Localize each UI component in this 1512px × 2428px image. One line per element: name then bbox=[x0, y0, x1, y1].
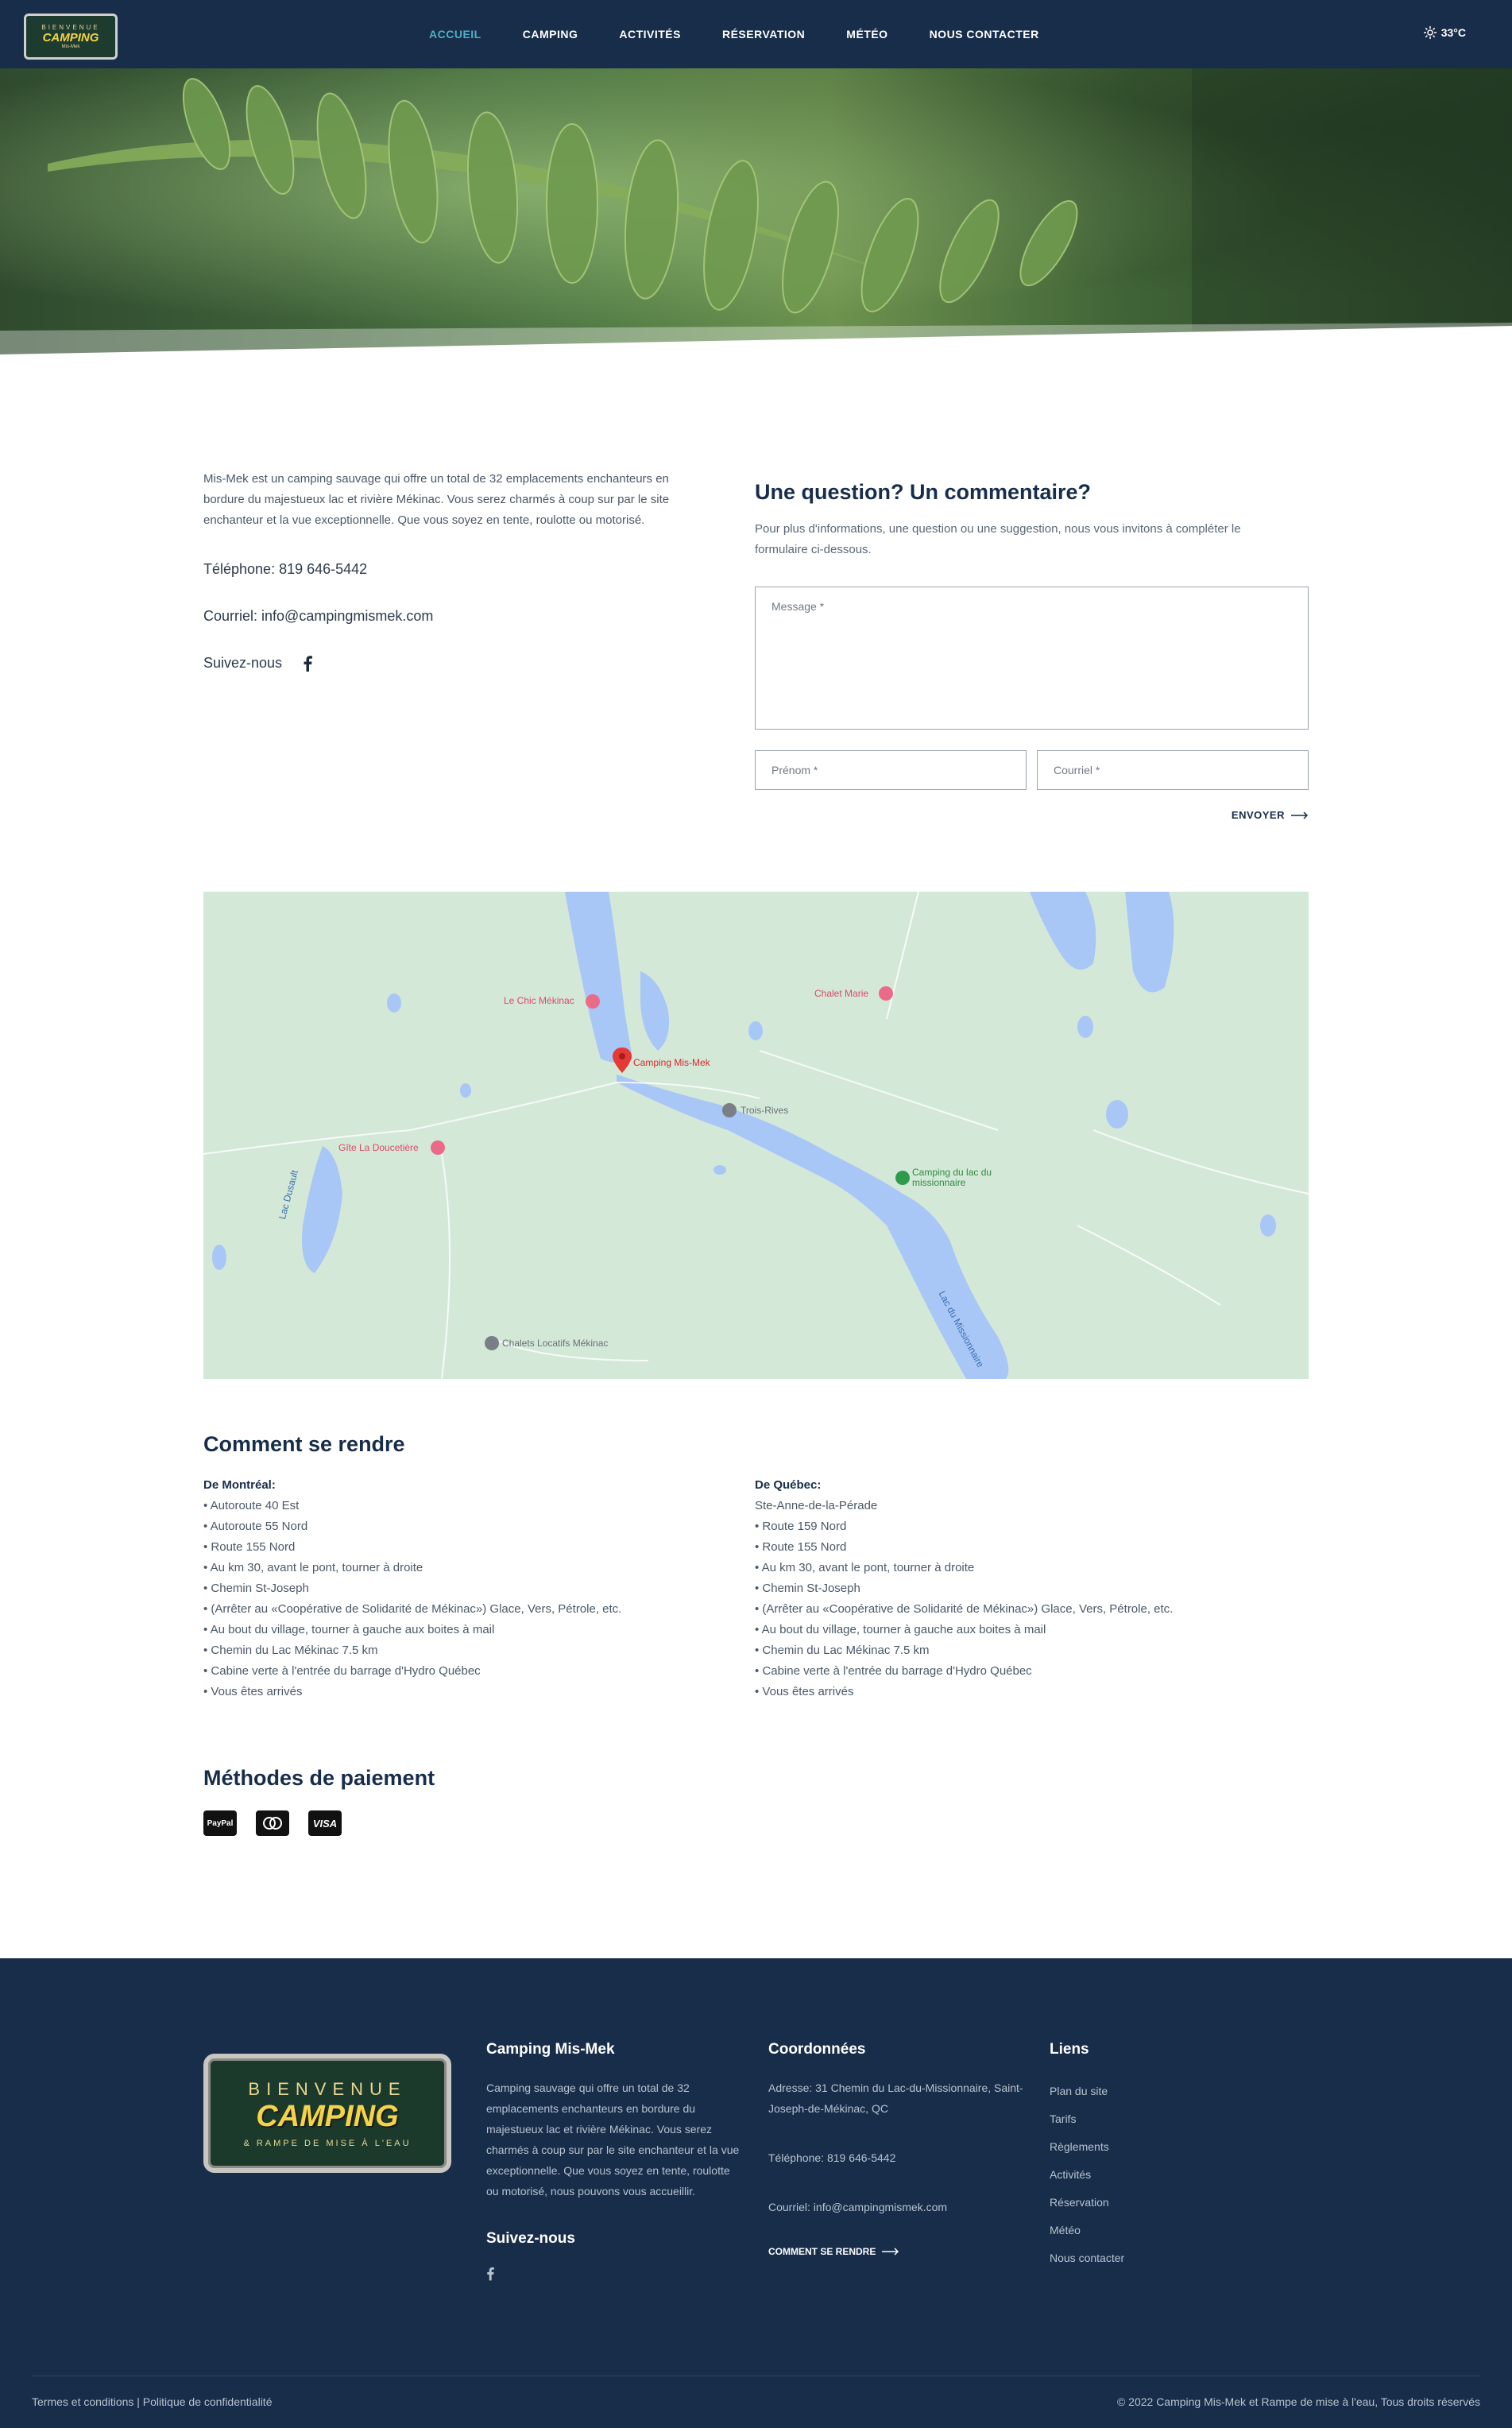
follow-us bbox=[203, 655, 699, 672]
footer-directions-link[interactable] bbox=[768, 2246, 1031, 2257]
directions-montreal bbox=[203, 1475, 699, 1702]
footer-link-reglements[interactable]: Règlements bbox=[1050, 2140, 1109, 2153]
send-label: ENVOYER bbox=[1231, 809, 1285, 821]
map-label-camping-missionnaire[interactable]: Camping du lac du missionnaire bbox=[912, 1167, 992, 1188]
list-item: • Au km 30, avant le pont, tourner à droite bbox=[203, 1561, 423, 1574]
about-section bbox=[203, 469, 699, 672]
payment-title: Méthodes de paiement bbox=[203, 1766, 435, 1790]
nav-meteo[interactable]: MÉTÉO bbox=[846, 28, 888, 41]
footer-phone[interactable]: Téléphone: 819 646-5442 bbox=[768, 2151, 896, 2164]
footer-contact-title: Coordonnées bbox=[768, 2041, 866, 2058]
logo-mismek-text: Mis-Mek bbox=[61, 45, 80, 49]
map-label-lac-missionnaire: Lac du Missionnaire bbox=[936, 1289, 987, 1369]
nav-activites[interactable]: ACTIVITÉS bbox=[619, 28, 681, 41]
map-label-camping-mismek[interactable]: Camping Mis-Mek bbox=[633, 1057, 710, 1068]
facebook-icon[interactable] bbox=[303, 656, 312, 672]
footer-link-plan[interactable]: Plan du site bbox=[1050, 2085, 1108, 2097]
quebec-heading: De Québec: bbox=[755, 1478, 822, 1492]
facebook-icon[interactable] bbox=[486, 2267, 494, 2281]
visa-icon: VISA bbox=[308, 1810, 342, 1836]
directions-title: Comment se rendre bbox=[203, 1432, 405, 1456]
list-item: • Chemin du Lac Mékinac 7.5 km bbox=[203, 1644, 378, 1657]
list-item: • Cabine verte à l'entrée du barrage d'Hydro Québec bbox=[755, 1664, 1032, 1678]
email-text[interactable]: Courriel: info@campingmismek.com bbox=[203, 608, 434, 624]
nav-contact[interactable]: NOUS CONTACTER bbox=[929, 28, 1039, 41]
follow-label: Suivez-nous bbox=[203, 655, 283, 671]
hero-banner bbox=[0, 68, 1512, 367]
site-footer bbox=[0, 1958, 1512, 2428]
list-item: • Au bout du village, tourner à gauche aux boites à mail bbox=[203, 1623, 495, 1636]
footer-directions-label: COMMENT SE RENDRE bbox=[768, 2246, 876, 2257]
footer-about bbox=[486, 2041, 741, 2285]
footer-logo-welcome: BIENVENUE bbox=[248, 2078, 407, 2099]
footer-logo-camping: CAMPING bbox=[256, 2099, 399, 2133]
mastercard-icon bbox=[256, 1810, 289, 1836]
form-subtitle: Pour plus d'informations, une question ou une suggestion, nous vous invitons à compléter le formulaire ci-dessous. bbox=[755, 522, 1241, 556]
nav-accueil[interactable]: ACCUEIL bbox=[429, 28, 481, 41]
list-item: • Vous êtes arrivés bbox=[755, 1685, 854, 1698]
sun-icon bbox=[1424, 26, 1437, 39]
list-item: • Route 159 Nord bbox=[755, 1520, 847, 1533]
site-logo[interactable] bbox=[24, 14, 118, 60]
footer-about-text: Camping sauvage qui offre un total de 32 emplacements enchanteurs en bordure du majestueux lac et rivière Mékinac. Vous serez charmés à coup sur par le site enchanteur et la vue exceptionnelle. Que vous soyez en tente, roulotte ou motorisé, nous pouvons vous accueillir. bbox=[486, 2081, 740, 2198]
footer-link-reservation[interactable]: Réservation bbox=[1050, 2196, 1109, 2209]
footer-links bbox=[1050, 2041, 1248, 2272]
footer-logo[interactable] bbox=[203, 2054, 451, 2173]
arrow-right-icon bbox=[1291, 811, 1309, 819]
list-item: • (Arrêter au «Coopérative de Solidarité de Mékinac») Glace, Vers, Pétrole, etc. bbox=[755, 1602, 1174, 1616]
footer-address: Adresse: 31 Chemin du Lac-du-Missionnaire, Saint-Joseph-de-Mékinac, QC bbox=[768, 2081, 1023, 2115]
paypal-icon: PayPal bbox=[203, 1810, 237, 1836]
map-canvas[interactable] bbox=[203, 892, 1309, 1379]
footer-link-meteo[interactable]: Météo bbox=[1050, 2224, 1081, 2236]
footer-link-tarifs[interactable]: Tarifs bbox=[1050, 2112, 1077, 2125]
payment-methods bbox=[203, 1810, 342, 1836]
directions-quebec bbox=[755, 1475, 1251, 1702]
copyright-text: © 2022 Camping Mis-Mek et Rampe de mise à l'eau, Tous droits réservés bbox=[1116, 2395, 1480, 2408]
list-item: • (Arrêter au «Coopérative de Solidarité de Mékinac») Glace, Vers, Pétrole, etc. bbox=[203, 1602, 622, 1616]
list-item: • Au km 30, avant le pont, tourner à droite bbox=[755, 1561, 975, 1574]
list-item: • Au bout du village, tourner à gauche aux boites à mail bbox=[755, 1623, 1046, 1636]
send-button[interactable] bbox=[1232, 809, 1309, 821]
footer-links-title: Liens bbox=[1050, 2041, 1089, 2058]
list-item: • Chemin du Lac Mékinac 7.5 km bbox=[755, 1644, 930, 1657]
list-item: • Route 155 Nord bbox=[203, 1540, 296, 1554]
list-item: • Autoroute 40 Est bbox=[203, 1499, 300, 1512]
footer-logo-rampe: & RAMPE DE MISE À L'EAU bbox=[243, 2138, 412, 2148]
main-menu bbox=[429, 0, 1081, 68]
list-item: • Route 155 Nord bbox=[755, 1540, 847, 1554]
map-label-chic-mekinac[interactable]: Le Chic Mékinac bbox=[504, 995, 574, 1006]
list-item: • Autoroute 55 Nord bbox=[203, 1520, 308, 1533]
montreal-heading: De Montréal: bbox=[203, 1478, 276, 1492]
list-item: Ste-Anne-de-la-Pérade bbox=[755, 1499, 878, 1512]
form-title: Une question? Un commentaire? bbox=[755, 480, 1092, 504]
list-item: • Chemin St-Joseph bbox=[755, 1582, 860, 1595]
message-field[interactable]: Message * bbox=[755, 587, 1309, 730]
footer-link-activites[interactable]: Activités bbox=[1050, 2168, 1092, 2181]
footer-contact bbox=[768, 2041, 1031, 2257]
map-label-lac-dusault: Lac Dusault bbox=[276, 1168, 300, 1221]
footer-email[interactable]: Courriel: info@campingmismek.com bbox=[768, 2201, 948, 2213]
courriel-field[interactable]: Courriel * bbox=[1037, 750, 1309, 790]
map-label-chalets-locatifs[interactable]: Chalets Locatifs Mékinac bbox=[502, 1338, 609, 1349]
list-item: • Vous êtes arrivés bbox=[203, 1685, 303, 1698]
temperature-value: 33°C bbox=[1440, 26, 1466, 39]
nav-camping[interactable]: CAMPING bbox=[522, 28, 578, 41]
intro-text: Mis-Mek est un camping sauvage qui offre un total de 32 emplacements enchanteurs en bordure du majestueux lac et rivière Mékinac. Vous serez charmés à coup sur par le site enchanteur et la vue exceptionnelle. Que vous soyez en tente, roulotte ou motorisé. bbox=[203, 472, 670, 527]
logo-welcome-text: BIENVENUE bbox=[41, 24, 100, 31]
nav-reservation[interactable]: RÉSERVATION bbox=[721, 28, 806, 41]
footer-follow-title: Suivez-nous bbox=[486, 2230, 575, 2247]
list-item: • Cabine verte à l'entrée du barrage d'Hydro Québec bbox=[203, 1664, 481, 1678]
map-label-trois-rives[interactable]: Trois-Rives bbox=[741, 1105, 789, 1116]
top-navbar bbox=[0, 0, 1512, 68]
footer-about-title: Camping Mis-Mek bbox=[486, 2041, 615, 2058]
hero-wave bbox=[0, 304, 1512, 367]
location-map[interactable] bbox=[203, 892, 1309, 1379]
map-label-chalet-marie[interactable]: Chalet Marie bbox=[814, 988, 869, 999]
logo-camping-text: CAMPING bbox=[42, 31, 99, 45]
list-item: • Chemin St-Joseph bbox=[203, 1582, 309, 1595]
phone-text[interactable]: Téléphone: 819 646-5442 bbox=[203, 561, 368, 577]
footer-link-contact[interactable]: Nous contacter bbox=[1050, 2252, 1125, 2264]
legal-links[interactable]: Termes et conditions | Politique de confidentialité bbox=[32, 2395, 273, 2408]
prenom-field[interactable]: Prénom * bbox=[755, 750, 1027, 790]
map-label-gite[interactable]: Gîte La Doucetière bbox=[338, 1142, 419, 1153]
weather-widget[interactable] bbox=[1424, 26, 1466, 39]
arrow-right-icon bbox=[882, 2248, 899, 2256]
contact-form bbox=[755, 480, 1309, 821]
